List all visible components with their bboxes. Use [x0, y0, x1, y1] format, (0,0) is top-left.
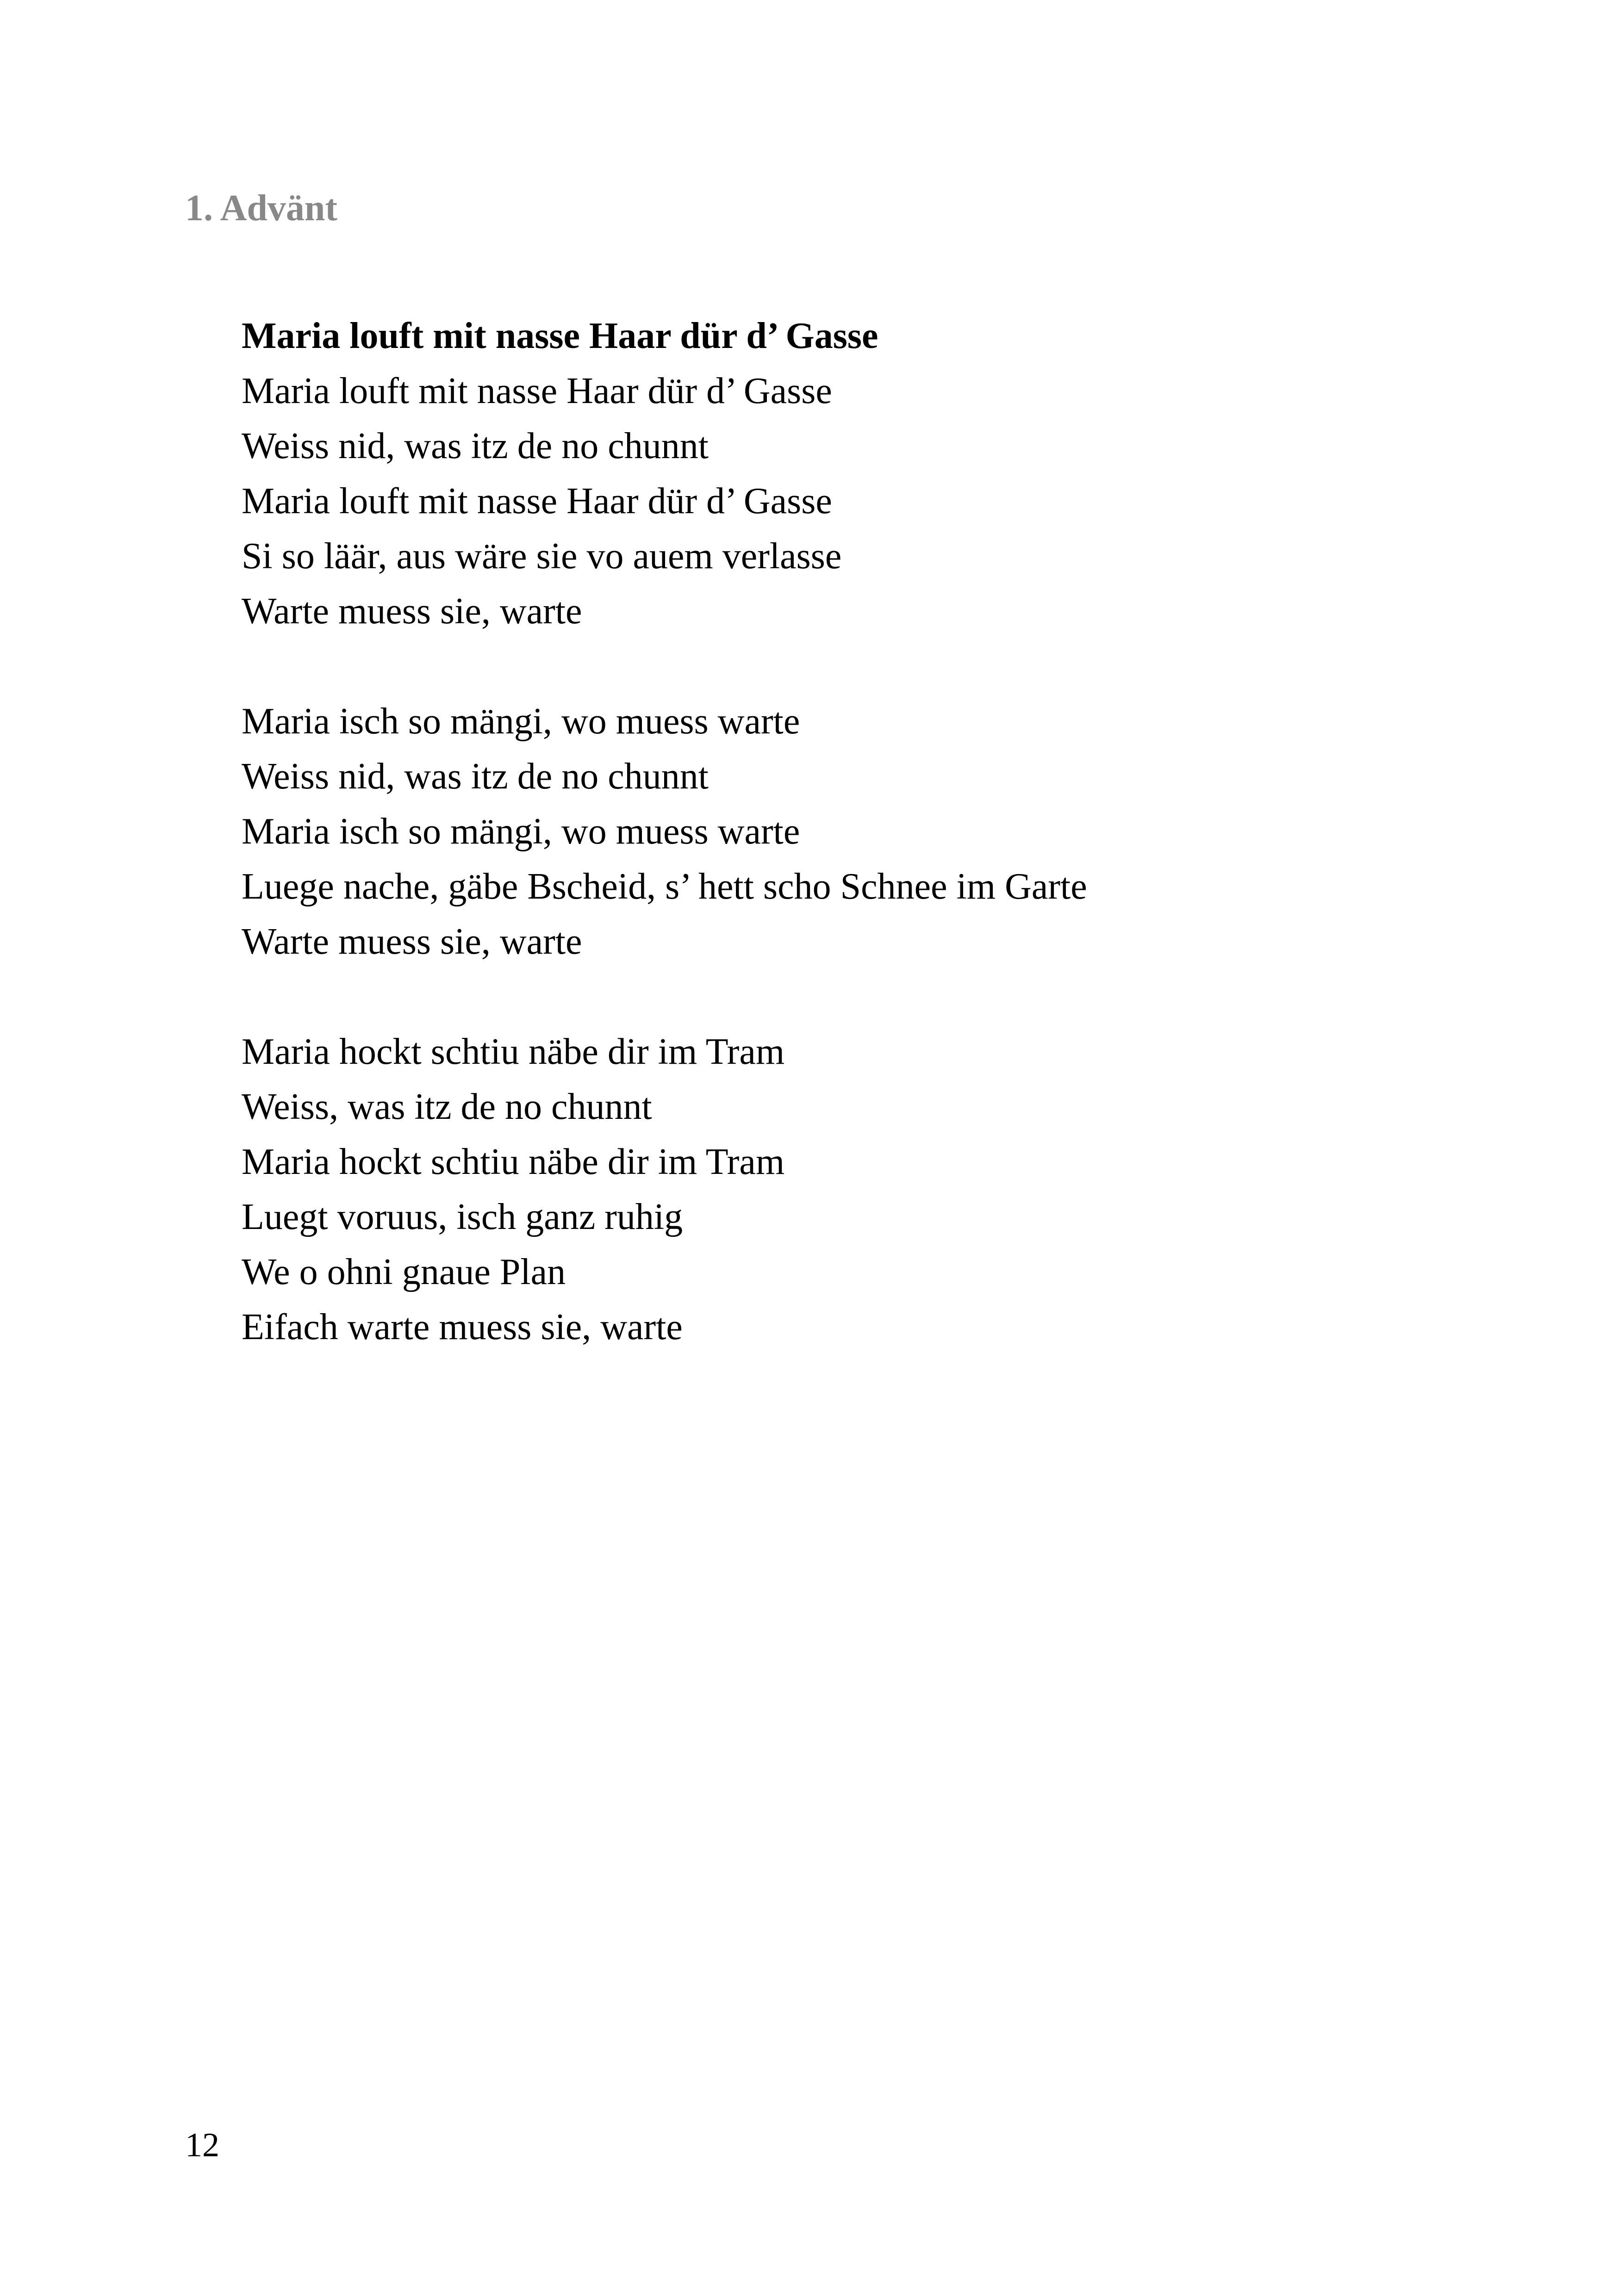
verse-line: Si so läär, aus wäre sie vo auem verlasse: [242, 536, 842, 577]
verse-line: Maria louft mit nasse Haar dür d’ Gasse: [242, 481, 832, 521]
verse-line: Weiss, was itz de no chunnt: [242, 1086, 652, 1127]
verse-line: Warte muess sie, warte: [242, 591, 582, 632]
verse-line: Maria hockt schtiu näbe dir im Tram: [242, 1142, 785, 1182]
verse-line: Maria isch so mängi, wo muess warte: [242, 701, 800, 742]
stanza-1: [242, 364, 1537, 639]
verse-line: Weiss nid, was itz de no chunnt: [242, 426, 709, 466]
verse-line: Maria hockt schtiu näbe dir im Tram: [242, 1031, 785, 1072]
stanza-3: [242, 1024, 1537, 1355]
poem-title: Maria louft mit nasse Haar dür d’ Gasse: [242, 316, 878, 356]
poem: [242, 309, 1537, 1410]
verse-line: Luege nache, gäbe Bscheid, s’ hett scho Schnee im Garte: [242, 866, 1087, 907]
verse-line: Warte muess sie, warte: [242, 921, 582, 962]
verse-line: Maria louft mit nasse Haar dür d’ Gasse: [242, 371, 832, 411]
verse-line: Eifach warte muess sie, warte: [242, 1307, 683, 1347]
verse-line: We o ohni gnaue Plan: [242, 1252, 566, 1292]
verse-line: Weiss nid, was itz de no chunnt: [242, 756, 709, 797]
section-heading: 1. Advänt: [185, 188, 337, 229]
stanza-2: [242, 694, 1537, 969]
verse-line: Luegt voruus, isch ganz ruhig: [242, 1197, 683, 1237]
page-number: 12: [185, 2126, 219, 2164]
verse-line: Maria isch so mängi, wo muess warte: [242, 811, 800, 852]
